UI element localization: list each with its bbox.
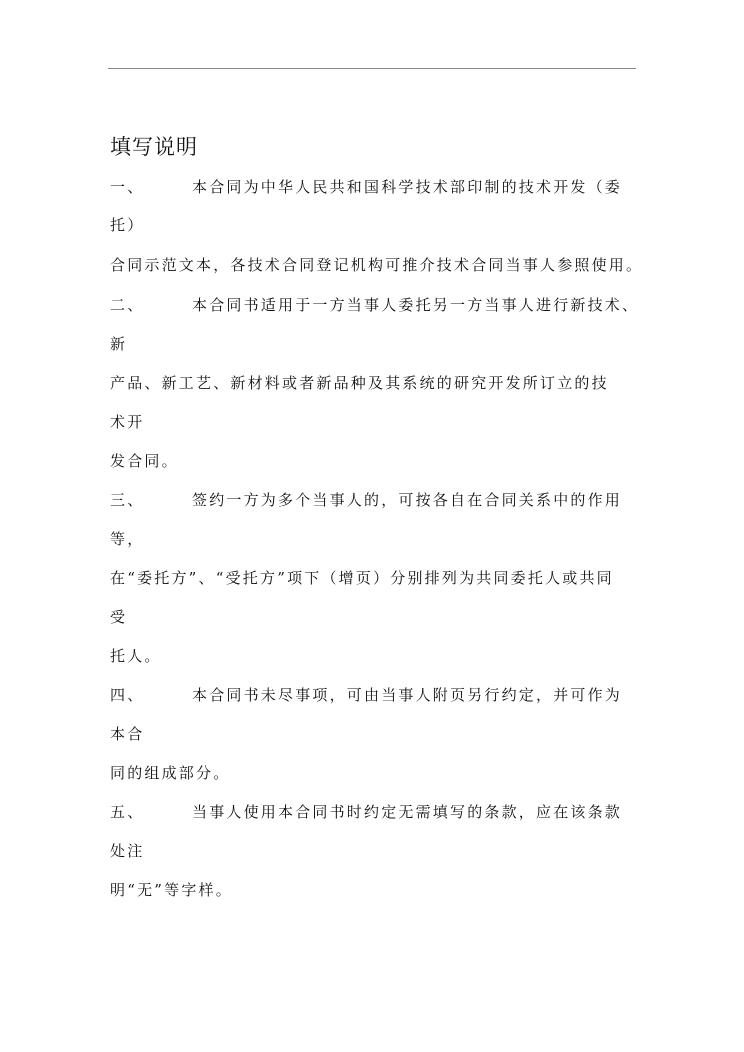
item-2-line-3: 产品、新工艺、新材料或者新品种及其系统的研究开发所订立的技: [110, 374, 609, 392]
item-2-line-5: 发合同。: [110, 452, 179, 470]
item-3-lead-text: 签约一方为多个当事人的，可按各自在合同关系中的作用: [192, 491, 623, 509]
item-3-number: 三、: [110, 491, 145, 509]
item-5-number: 五、: [110, 803, 145, 821]
item-3-line-5: 托人。: [110, 647, 162, 665]
header-rule: [108, 68, 636, 69]
item-3-line-4: 受: [110, 608, 128, 626]
item-4-lead-text: 本合同书未尽事项，可由当事人附页另行约定，并可作为: [192, 686, 623, 704]
item-1-line-2: 托）: [110, 216, 145, 234]
item-2-lead-text: 本合同书适用于一方当事人委托另一方当事人进行新技术、: [192, 296, 640, 314]
item-2-line-4: 术开: [110, 413, 145, 431]
item-4-number: 四、: [110, 686, 145, 704]
item-1-number: 一、: [110, 178, 145, 196]
item-2-number: 二、: [110, 296, 145, 314]
document-title: 填写说明: [110, 135, 198, 159]
item-3-line-2: 等，: [110, 530, 145, 548]
item-4-line-2: 本合: [110, 725, 145, 743]
item-5-line-2: 处注: [110, 842, 145, 860]
item-2-line-2: 新: [110, 335, 128, 353]
item-1-line-3: 合同示范文本，各技术合同登记机构可推介技术合同当事人参照使用。: [110, 256, 644, 274]
item-3-line-3: 在“委托方”、“受托方”项下（增页）分别排列为共同委托人或共同: [110, 569, 614, 587]
item-5-lead-text: 当事人使用本合同书时约定无需填写的条款，应在该条款: [192, 803, 623, 821]
item-4-line-3: 同的组成部分。: [110, 764, 231, 782]
item-1-lead-text: 本合同为中华人民共和国科学技术部印制的技术开发（委: [192, 178, 623, 196]
item-5-line-3: 明“无”等字样。: [110, 881, 233, 899]
